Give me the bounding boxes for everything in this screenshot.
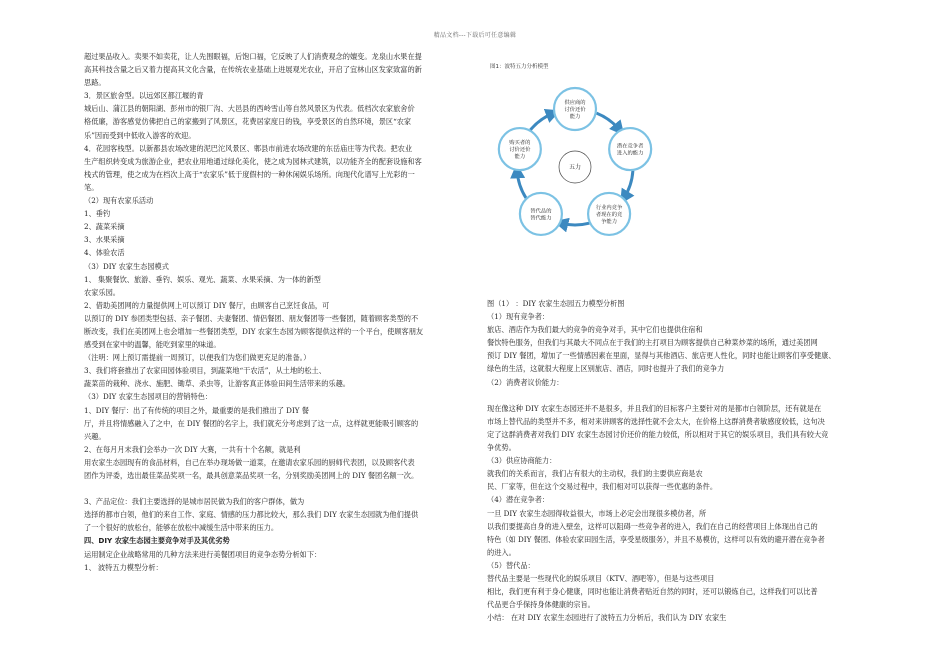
force-node xyxy=(499,128,541,170)
text-line: （2）现有农家乐活动 xyxy=(84,196,154,206)
force-node xyxy=(588,193,630,235)
diagram-title: 图1：波特五力分析模型 xyxy=(490,64,549,70)
text-line: 栈式的管理，使之成为在档次上高于“农家乐”低于度假村的一种休闲娱乐场所。向现代化谱写上光彩的一 xyxy=(84,169,415,179)
text-line: 替代品主要是一些现代化的娱乐项目（KTV、酒吧等），但是与这些项目 xyxy=(487,573,715,583)
text-line: 乐”因而受到中低收入游客的欢迎。 xyxy=(84,130,196,140)
left-column xyxy=(84,50,474,574)
text-line: 团作为评委，选出最佳菜品奖项一名，最具创意菜品奖项一名，分别奖励美团网上的 DIY 餐团名额一次。 xyxy=(84,471,419,480)
text-line: 选择的都市白领，他们的来自工作、家庭、情感的压力都比较大，那么我们 DIY 农家生态园就为他们提供 xyxy=(84,510,419,520)
cycle-arrow xyxy=(561,223,590,225)
text-line: 1、垂钓 xyxy=(84,209,111,219)
text-line: 笔。 xyxy=(84,182,99,192)
cycle-arrow xyxy=(517,171,526,198)
force-node-label: 购买者的 xyxy=(509,140,531,147)
text-line: 市场上替代品的类型并不多，相对来讲顾客的选择性就不会太大，在价格上这群消费者敏感度较低，这句决 xyxy=(487,416,825,426)
text-line: 一旦 DIY 农家生态园得收益很大，市场上必定会出现很多模仿者，所 xyxy=(487,508,707,518)
text-line: 感受到在家中的温馨，能吃到家里的味道。 xyxy=(84,340,221,350)
text-line: 的进入。 xyxy=(487,547,516,557)
force-node-label: 替代品的 xyxy=(530,208,552,215)
text-line: 3、产品定位：我们主要选择的是城市居民做为我们的客户群体，做为 xyxy=(84,497,305,507)
text-line: 1、 集聚餐饮、旅游、垂钓、娱乐、观光、蔬菜、水果采摘、为一体的新型 xyxy=(84,274,321,284)
text-line: 2、借助美团网的力量提供网上可以预订 DIY 餐厅，由顾客自己烹饪食品，可 xyxy=(84,300,330,310)
text-line: （4）潜在竞争者： xyxy=(487,495,550,505)
center-node xyxy=(559,151,591,183)
text-line: 高其科技含量之后又着力提高其文化含量，在传统农业基础上进展观光农业，开启了宜林山区发家致富的新 xyxy=(84,65,422,75)
text-line: 就我们的关系而言，我们占有很大的主动权，我们的主要供应商是农 xyxy=(487,469,703,479)
text-line: 了一个很好的放松台，能够在放松中减缓生活中带来的压力。 xyxy=(84,523,279,533)
text-line: 四、DIY 农家生态园主要竞争对手及其优劣势 xyxy=(84,536,230,546)
text-line: 民、厂家等，但在这个交易过程中，我们相对可以获得一些优惠的条件。 xyxy=(487,482,718,492)
text-line: 图（1） ：DIY 农家生态园五力模型分析图 xyxy=(487,299,625,308)
right-column xyxy=(487,297,877,624)
force-node xyxy=(554,88,596,130)
text-line: 断改变，我们在美团网上也会增加一些餐团类型，DIY 农家生态园为顾客提供这样的一个平台，使顾客朋友 xyxy=(84,326,424,336)
text-line: 现在像这种 DIY 农家生态园还并不是很多，并且我们的目标客户主要针对的是都市白领阶层，还有就是在 xyxy=(487,403,822,413)
text-line: 2、在每月月末我们会举办一次 DIY 大赛，一共有十个名额，就是利 xyxy=(84,444,301,454)
text-line: 兴趣。 xyxy=(84,431,106,441)
cycle-arrow xyxy=(530,113,553,130)
text-line: 2、蔬菜采摘 xyxy=(84,222,125,232)
force-node-label: 进入的能力 xyxy=(616,150,644,157)
text-line: 预订 DIY 餐团，增加了一些情感因素在里面，显得与其他酒店、旅店更人性化，同时也能让顾客们享受健康、 xyxy=(487,351,836,361)
text-line: 代品更合乎保持身体健康的宗旨。 xyxy=(487,600,595,610)
text-line: 定了这群消费者对我们 DIY 农家生态园讨价还价的能力较低，所以相对于其它的娱乐项目，我们具有较大竞 xyxy=(487,429,829,439)
text-line: 1、 波特五力模型分析： xyxy=(84,562,163,572)
force-node-label: 行业内竞争 xyxy=(595,204,623,211)
force-node-label: 者现在的竞 xyxy=(595,211,623,218)
text-line: 绿色的生活，这就很大程度上区别旅店、酒店，同时也提升了我们的竞争力 xyxy=(487,364,725,374)
text-line: 4、体验农活 xyxy=(84,248,125,258)
text-line: 争优势。 xyxy=(487,443,516,453)
force-node-label: 讨价还价 xyxy=(509,147,531,154)
text-line: 以我们要提高自身的进入壁垒，这样可以阻碍一些竞争者的进入，我们在自己的经营项目上体现出自己的 xyxy=(487,521,818,531)
force-node-label: 争能力 xyxy=(601,218,618,225)
text-line: 4．花园客栈型。以新都县农场改建的泥巴沱风景区、郫县市前进农场改建的东岳庙庄等为代表。把农业 xyxy=(84,143,413,153)
text-line: 以预订的 DIY 参团类型包括、亲子餐团、夫妻餐团、情侣餐团、朋友餐团等一些餐团，随着顾客类型的不 xyxy=(84,313,419,323)
text-line: 3．景区旅舍型。以远郊区都江堰的青 xyxy=(84,91,204,101)
diagram-svg xyxy=(490,62,660,292)
text-line: 特色（如 DIY 餐团、体验农家田园生活，享受星级服务），并且不易模仿，这样可以有效的避开潜在竞争者 xyxy=(487,534,825,544)
text-line: （1）现有竞争者： xyxy=(487,312,550,322)
force-node-label: 能力 xyxy=(514,154,526,161)
five-forces-diagram xyxy=(490,62,660,292)
text-line: 3、水果采摘 xyxy=(84,235,125,245)
text-line: 相比，我们更有利于身心健康，同时也能让消费者贴近自然的同时，还可以锻炼自己，这样我们可以比普 xyxy=(487,587,818,597)
text-line: 旅店、酒店作为我们最大的竞争的竞争对手，其中它们也提供住宿和 xyxy=(487,325,703,335)
cycle-arrow xyxy=(597,113,620,130)
text-line: 思路。 xyxy=(84,78,106,88)
text-line xyxy=(84,482,474,495)
text-line: 生产组织转变成为旅游企业，把农业用地通过绿化美化，使之成为园林式建筑，以功能齐全的配套设施和客 xyxy=(84,156,422,166)
page-header: 精品文档---下载后可任意编辑 xyxy=(433,32,517,39)
force-node-label: 讨价还价 xyxy=(564,107,586,113)
text-line: （3）供应协商能力： xyxy=(487,456,557,466)
text-line: 厅，并且将情感融入了之中，在 DIY 餐团的名字上，我们就充分考虑到了这一点，这样就更能吸引顾客的 xyxy=(84,418,419,428)
text-line: 1、DIY 餐厅：出了有传统的项目之外，最重要的是我们推出了 DIY 餐 xyxy=(84,405,309,415)
text-line: 蔬菜苗的栽种、浇水、施肥、锄草、杀虫等，让游客真正体验田间生活带来的乐趣。 xyxy=(84,379,350,389)
text-line: （2）消费者议价能力： xyxy=(487,377,564,387)
text-line: 小结： 在对 DIY 农家生态园进行了波特五力分析后，我们认为 DIY 农家生 xyxy=(487,613,727,623)
force-node-label: 替代能力 xyxy=(530,215,552,222)
text-line: 3、我们将套推出了农家田园体验项目，到蔬菜地“干农活”，从土地的松土、 xyxy=(84,366,326,376)
text-line: 用农家生态园现有的食品材料，自己在举办现场做一道菜，在邀请农家乐园的厨师代表团，以及顾客代表 xyxy=(84,457,415,467)
text-line: （3）DIY 农家生态园项目的营销特色： xyxy=(84,392,213,402)
text-line: （3）DIY 农家生态园模式 xyxy=(84,261,169,271)
text-line: （注明：网上预订需提前一周预订，以便我们为您们做更充足的准备。） xyxy=(84,353,311,363)
text-line: 农家乐园。 xyxy=(84,287,120,297)
text-line: （5）替代品： xyxy=(487,560,535,570)
force-node-label: 潜在竞争者 xyxy=(616,143,644,150)
text-line: 城后山、蒲江县的朝阳湖、彭州市的银厂沟、大邑县的西岭雪山等自然风景区为代表。低档次农家旅舍价 xyxy=(84,104,415,114)
text-line: 运用制定企业战略常用的几种方法来进行美餐团项目的竞争态势分析如下： xyxy=(84,549,322,559)
force-node xyxy=(520,193,562,235)
text-line xyxy=(487,389,877,402)
force-node xyxy=(609,128,651,170)
center-label: 五力 xyxy=(568,164,582,171)
text-line: 格低廉，游客感觉仿佛把自己的家搬到了风景区，花费居家度日的钱，享受景区的自然环境，景区“农家 xyxy=(84,117,412,127)
force-node-label: 供应商的 xyxy=(564,100,586,106)
cycle-arrow xyxy=(624,171,633,198)
text-line: 超过果品收入。卖果不如卖花，让人先围眼福，后饱口福，它反映了人们消费观念的嬗变。龙泉山水果在提 xyxy=(84,52,422,61)
force-node-label: 能力 xyxy=(569,114,581,120)
text-line: 餐饮特色服务，但我们与其最大不同点在于我们的主打项目为顾客提供自己种菜炒菜的场所，通过美团网 xyxy=(487,338,818,348)
